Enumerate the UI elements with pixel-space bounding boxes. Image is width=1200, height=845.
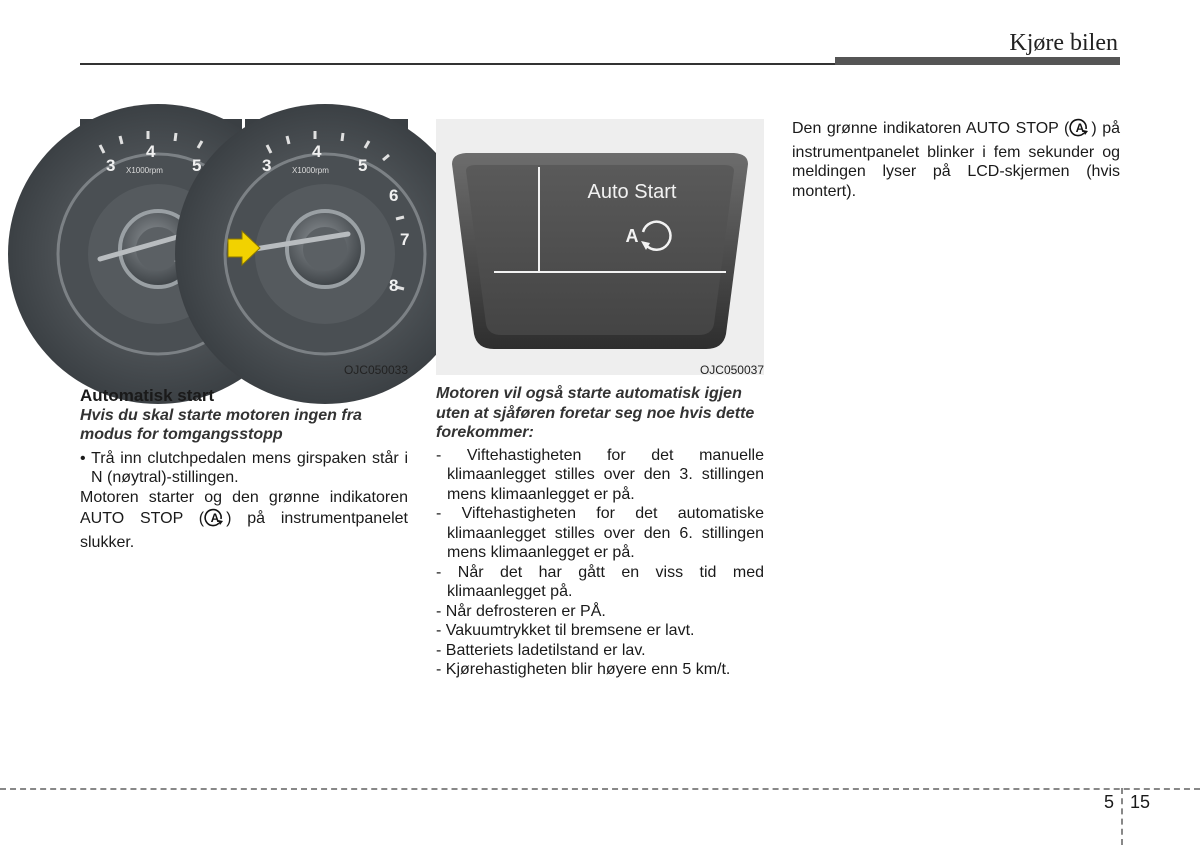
header-bar [835, 57, 1120, 65]
paragraph-text-b: ) på instrumentpanelet slukker. [80, 510, 408, 551]
header-rule [80, 63, 835, 65]
left-gauge-3: 3 [106, 156, 116, 175]
switch-label: Auto Start [587, 181, 677, 203]
footer-divider [1121, 788, 1123, 845]
left-gauge-4: 4 [146, 142, 156, 161]
svg-text:A: A [210, 511, 220, 525]
right-gauge [175, 104, 475, 404]
section-heading: Automatisk start [80, 386, 215, 405]
right-gauge-4: 4 [312, 142, 322, 161]
right-gauge-6: 6 [389, 186, 399, 205]
figure1-code: OJC050033 [343, 363, 408, 377]
section-subheading: Hvis du skal starte motoren ingen fra modus for tomgangsstopp [80, 406, 362, 443]
gauges-image [80, 119, 408, 375]
paragraph-text-a: Den grønne indikatoren AUTO STOP ( [792, 120, 1070, 137]
paragraph-auto-stop-blink [792, 117, 1120, 201]
figure-auto-start-switch [436, 119, 764, 377]
header-title: Kjøre bilen [1009, 30, 1118, 56]
right-gauge-3: 3 [262, 156, 272, 175]
bullet-item: • Trå inn clutchpedalen mens girspaken står i N (nøytral)-stillingen. [80, 449, 408, 486]
column-1 [80, 386, 408, 552]
condition-item: - Batteriets ladetilstand er lav. [436, 641, 646, 659]
switch-image [436, 119, 764, 375]
conditions-intro: Motoren vil også starte automatisk igjen uten at sjåføren foretar seg noe hvis dette forekommer: [436, 385, 755, 441]
condition-item: - Vakuumtrykket til bremsene er lavt. [436, 622, 695, 639]
paragraph-auto-stop-off [80, 488, 408, 553]
right-gauge-7: 7 [400, 230, 410, 249]
right-gauge-unit: X1000rpm [292, 166, 329, 175]
condition-item: - Viftehastigheten for det automatiske klimaanlegget stilles over den 6. stillingen mens klimaanlegget er på. [436, 505, 764, 561]
condition-item: - Viftehastigheten for det manuelle klimaanlegget stilles over den 3. stillingen mens klimaanlegget er på. [436, 446, 764, 503]
column-2 [436, 384, 764, 680]
auto-stop-icon [1069, 117, 1091, 143]
condition-item: - Kjørehastigheten blir høyere enn 5 km/t. [436, 661, 731, 678]
page-number: 15 [1130, 792, 1151, 812]
switch-icon-letter: A [625, 226, 639, 246]
paragraph-text-b: ) på instrumentpanelet blinker i fem sekunder og meldingen lyser på LCD-skjermen (hvis montert). [792, 120, 1120, 200]
left-gauge-unit: X1000rpm [126, 166, 163, 175]
paragraph-text-a: Motoren starter og den grønne indikatoren AUTO STOP ( [80, 488, 408, 527]
figure-gauges [80, 119, 408, 377]
left-gauge-5: 5 [192, 156, 202, 175]
section-number: 5 [1104, 792, 1115, 812]
auto-stop-icon [204, 507, 226, 533]
condition-item: - Når det har gått en viss tid med klimaanlegget på. [436, 563, 764, 600]
footer-rule [0, 788, 1200, 790]
right-gauge-8: 8 [389, 276, 399, 295]
figure2-code: OJC050037 [699, 363, 764, 377]
svg-text:A: A [1076, 121, 1085, 135]
column-3 [792, 117, 1120, 201]
condition-item: - Når defrosteren er PÅ. [436, 602, 606, 620]
right-gauge-5: 5 [358, 156, 368, 175]
